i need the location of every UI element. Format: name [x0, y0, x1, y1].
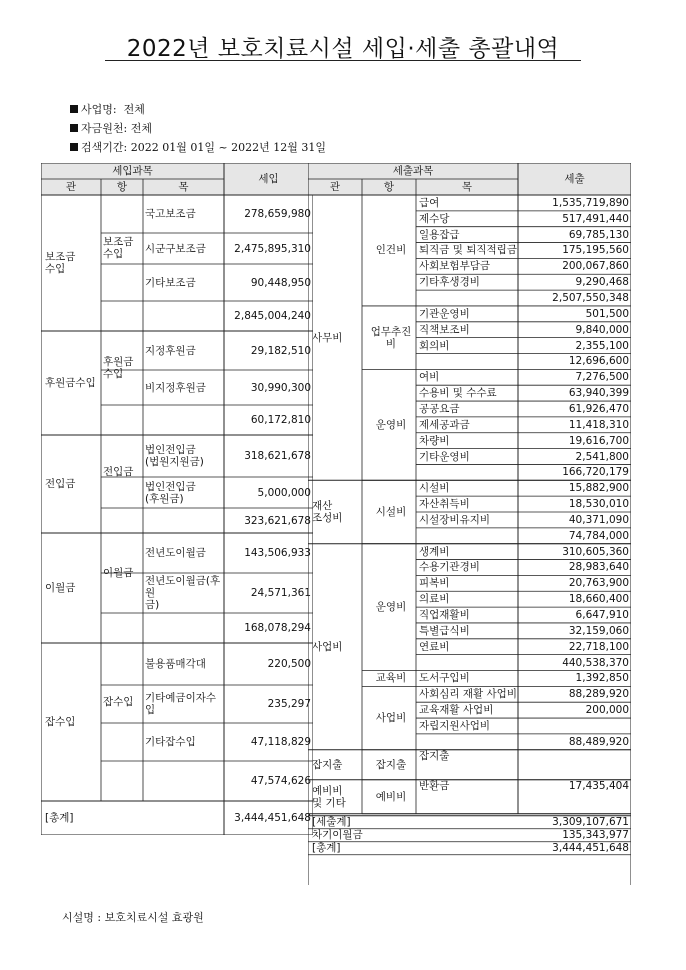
expenditure-mok: 제수당 [419, 212, 450, 225]
expenditure-amount: 18,530,010 [568, 498, 629, 511]
expenditure-amount: 200,067,860 [562, 260, 629, 273]
expenditure-hang: 사업비 [375, 712, 407, 725]
expenditure-hang: 잡지출 [375, 758, 407, 771]
expenditure-mok: 수용기관경비 [419, 561, 480, 574]
expenditure-amount: 15,882,900 [568, 482, 629, 495]
expenditure-mok: 직책보조비 [419, 323, 470, 336]
expenditure-amount: 28,983,640 [568, 561, 629, 574]
expenditure-mok: 직업재활비 [419, 609, 470, 622]
expenditure-mok: 기타운영비 [419, 450, 470, 463]
expenditure-mok [419, 290, 518, 306]
expenditure-gwan: 재산 조성비 [312, 499, 343, 524]
revenue-col-gwan: 관 [65, 181, 77, 193]
revenue-amount: 278,659,980 [244, 208, 311, 220]
square-bullet-icon [70, 124, 78, 132]
expenditure-amount: 310,605,360 [562, 545, 629, 558]
revenue-gwan: 후원금수입 [45, 377, 96, 389]
revenue-mok: 불용품매각대 [145, 658, 206, 670]
expenditure-amount: 501,500 [585, 307, 629, 320]
expenditure-amount: 175,195,560 [562, 244, 629, 257]
meta-label: 검색기간: [81, 141, 128, 154]
revenue-mok: 법인전입금 (후원금) [145, 480, 196, 505]
expenditure-mok: 제세공과금 [419, 418, 470, 431]
expenditure-mok: 퇴직금 및 퇴직적립금 [419, 244, 517, 257]
meta-value: 전체 [123, 103, 145, 116]
expenditure-amount: 2,541,800 [575, 450, 629, 463]
revenue-mok: 시군구보조금 [145, 242, 206, 255]
expenditure-hang: 인건비 [375, 244, 407, 257]
expenditure-amount: 166,720,179 [562, 466, 629, 479]
revenue-mok [145, 761, 224, 801]
expenditure-amount: 61,926,470 [568, 402, 629, 415]
expenditure-mok: 잡지출 [419, 749, 450, 762]
expenditure-mok: 사회보험부담금 [419, 260, 491, 273]
revenue-mok: 전년도이월금(후원 금) [145, 575, 221, 611]
expenditure-amount: 517,491,440 [562, 212, 629, 225]
expenditure-mok [419, 354, 518, 370]
expenditure-mok [419, 464, 518, 480]
revenue-col-amount: 세입 [258, 173, 279, 185]
expenditure-mok [419, 734, 518, 750]
meta-line-business [70, 101, 145, 117]
expenditure-amount: 63,940,399 [568, 387, 629, 400]
expenditure-mok: 반환금 [419, 779, 450, 792]
revenue-hang: 보조금 수입 [103, 236, 134, 260]
revenue-hang: 전입금 [103, 465, 134, 478]
revenue-mok: 국고보조금 [145, 208, 196, 220]
expenditure-total-label: [세출계] [312, 816, 351, 829]
expenditure-total-label: 차기이월금 [312, 829, 363, 842]
revenue-hang: 이월금 [103, 567, 134, 579]
expenditure-amount: 6,647,910 [575, 609, 629, 622]
revenue-amount: 323,621,678 [244, 514, 311, 527]
revenue-amount: 24,571,361 [250, 587, 311, 599]
expenditure-mok: 기관운영비 [419, 307, 470, 320]
expenditure-mok [419, 528, 518, 544]
revenue-amount: 2,475,895,310 [234, 242, 311, 255]
expenditure-amount: 88,289,920 [568, 688, 629, 701]
revenue-mok [145, 405, 224, 435]
expenditure-amount: 74,784,000 [568, 529, 629, 542]
expenditure-mok: 차량비 [419, 434, 450, 447]
square-bullet-icon [70, 105, 78, 113]
expenditure-amount: 440,538,370 [562, 656, 629, 669]
expenditure-gwan: 예비비 및 기타 [312, 784, 346, 809]
revenue-amount: 143,506,933 [244, 547, 311, 559]
expenditure-amount: 11,418,310 [568, 418, 629, 431]
expenditure-total-label: [총계] [312, 842, 341, 855]
revenue-gwan: 이월금 [45, 582, 76, 594]
meta-line-fund [70, 120, 152, 136]
expenditure-amount: 2,507,550,348 [552, 292, 629, 305]
revenue-mok: 기타예금이자수입 [145, 692, 217, 716]
revenue-gwan: 보조금 수입 [45, 251, 76, 275]
expenditure-col-mok: 목 [461, 181, 473, 193]
revenue-amount: 318,621,678 [244, 450, 311, 462]
revenue-mok: 지정후원금 [145, 344, 196, 357]
expenditure-amount: 19,616,700 [568, 434, 629, 447]
expenditure-table [308, 163, 631, 885]
expenditure-mok: 여비 [419, 371, 440, 384]
expenditure-mok: 피복비 [419, 577, 450, 590]
expenditure-mok: 일용잡급 [419, 228, 460, 241]
revenue-mok: 법인전입금 (법원지원금) [145, 444, 204, 468]
square-bullet-icon [70, 143, 78, 151]
expenditure-amount: 9,840,000 [575, 323, 629, 336]
title-underline [105, 60, 581, 61]
expenditure-total-amount: 135,343,977 [562, 829, 629, 842]
revenue-amount: 29,182,510 [250, 344, 311, 357]
revenue-amount: 47,574,626 [250, 775, 311, 787]
expenditure-hang: 업무추진 비 [370, 325, 412, 350]
revenue-hang: 잡수입 [103, 696, 134, 708]
revenue-mok [145, 613, 224, 643]
expenditure-amount: 18,660,400 [568, 593, 629, 606]
expenditure-mok: 회의비 [419, 339, 450, 352]
expenditure-amount: 88,489,920 [568, 735, 629, 748]
expenditure-col-gwan: 관 [329, 181, 341, 193]
expenditure-amount: 1,392,850 [575, 672, 629, 685]
expenditure-mok: 특별급식비 [419, 624, 470, 637]
page-title: 2022년 보호치료시설 세입·세출 총괄내역 [126, 36, 560, 62]
expenditure-amount: 32,159,060 [568, 624, 629, 637]
expenditure-gwan: 잡지출 [312, 758, 343, 771]
revenue-amount: 30,990,300 [250, 381, 311, 394]
revenue-gwan: 잡수입 [45, 716, 76, 728]
expenditure-gwan: 사업비 [312, 640, 343, 653]
expenditure-mok: 자립지원사업비 [419, 719, 491, 732]
expenditure-mok: 의료비 [419, 593, 450, 606]
revenue-amount: 220,500 [267, 658, 311, 670]
expenditure-amount [519, 718, 629, 734]
revenue-total-amount: 3,444,451,648 [234, 812, 311, 824]
expenditure-mok: 시설비 [419, 482, 450, 495]
expenditure-amount: 9,290,468 [575, 276, 629, 289]
expenditure-amount: 7,276,500 [575, 371, 629, 384]
revenue-mok: 비지정후원금 [145, 381, 206, 394]
expenditure-mok: 사회심리 재활 사업비 [419, 688, 517, 701]
revenue-hang: 후원금 수입 [103, 356, 134, 380]
expenditure-hang: 예비비 [375, 790, 407, 803]
expenditure-mok: 기타후생경비 [419, 276, 480, 289]
expenditure-amount: 2,355,100 [575, 339, 629, 352]
expenditure-hang: 시설비 [375, 505, 407, 518]
revenue-group-header: 세입과목 [112, 165, 153, 177]
expenditure-amount: 69,785,130 [568, 228, 629, 241]
meta-value: 전체 [130, 122, 152, 135]
expenditure-mok: 공공요금 [419, 402, 460, 415]
revenue-total-label: [총계] [45, 812, 74, 824]
expenditure-mok: 시설장비유지비 [419, 513, 491, 526]
revenue-amount: 2,845,004,240 [234, 310, 311, 322]
expenditure-group-header: 세출과목 [392, 165, 434, 177]
expenditure-mok: 수용비 및 수수료 [419, 387, 497, 400]
expenditure-mok [419, 655, 518, 671]
revenue-mok: 전년도이월금 [145, 547, 206, 559]
expenditure-col-amount: 세출 [564, 173, 585, 185]
expenditure-amount [519, 750, 629, 766]
expenditure-amount: 22,718,100 [568, 640, 629, 653]
expenditure-hang: 교육비 [375, 672, 407, 685]
revenue-col-hang: 항 [116, 181, 128, 193]
expenditure-mok: 급여 [419, 196, 440, 209]
revenue-col-mok: 목 [178, 181, 189, 193]
expenditure-amount: 1,535,719,890 [552, 196, 629, 209]
expenditure-total-amount: 3,309,107,671 [552, 816, 629, 829]
expenditure-total-amount: 3,444,451,648 [552, 842, 629, 855]
meta-label: 자금원천: [81, 122, 128, 135]
revenue-mok [145, 508, 224, 533]
revenue-amount: 60,172,810 [250, 414, 311, 426]
facility-name: 시설명 : 보호치료시설 효광원 [62, 911, 204, 924]
revenue-amount: 235,297 [267, 698, 311, 710]
expenditure-amount: 20,763,900 [568, 577, 629, 590]
revenue-mok: 기타잡수입 [145, 736, 196, 748]
expenditure-hang: 운영비 [375, 601, 407, 614]
expenditure-col-hang: 항 [383, 181, 395, 193]
expenditure-gwan: 사무비 [312, 331, 343, 344]
meta-value: 2022 01월 01일 ~ 2022년 12월 31일 [130, 141, 327, 154]
expenditure-mok: 연료비 [419, 640, 450, 653]
revenue-table [41, 163, 313, 835]
revenue-amount: 90,448,950 [250, 276, 311, 289]
revenue-mok: 기타보조금 [145, 276, 196, 289]
expenditure-amount: 40,371,090 [568, 513, 629, 526]
expenditure-amount: 17,435,404 [568, 779, 629, 792]
revenue-gwan: 전입금 [45, 478, 76, 490]
expenditure-mok: 생계비 [419, 545, 450, 558]
expenditure-amount: 12,696,600 [568, 355, 629, 368]
revenue-amount: 5,000,000 [257, 486, 311, 499]
expenditure-amount: 200,000 [585, 704, 629, 717]
expenditure-mok: 자산취득비 [419, 498, 470, 511]
meta-label: 사업명: [81, 103, 117, 116]
meta-line-period [70, 139, 326, 155]
revenue-amount: 168,078,294 [244, 622, 311, 634]
revenue-mok [145, 301, 224, 331]
expenditure-mok: 도서구입비 [419, 672, 470, 685]
revenue-amount: 47,118,829 [250, 736, 311, 748]
expenditure-hang: 운영비 [375, 418, 407, 431]
expenditure-mok: 교육재활 사업비 [419, 704, 494, 717]
